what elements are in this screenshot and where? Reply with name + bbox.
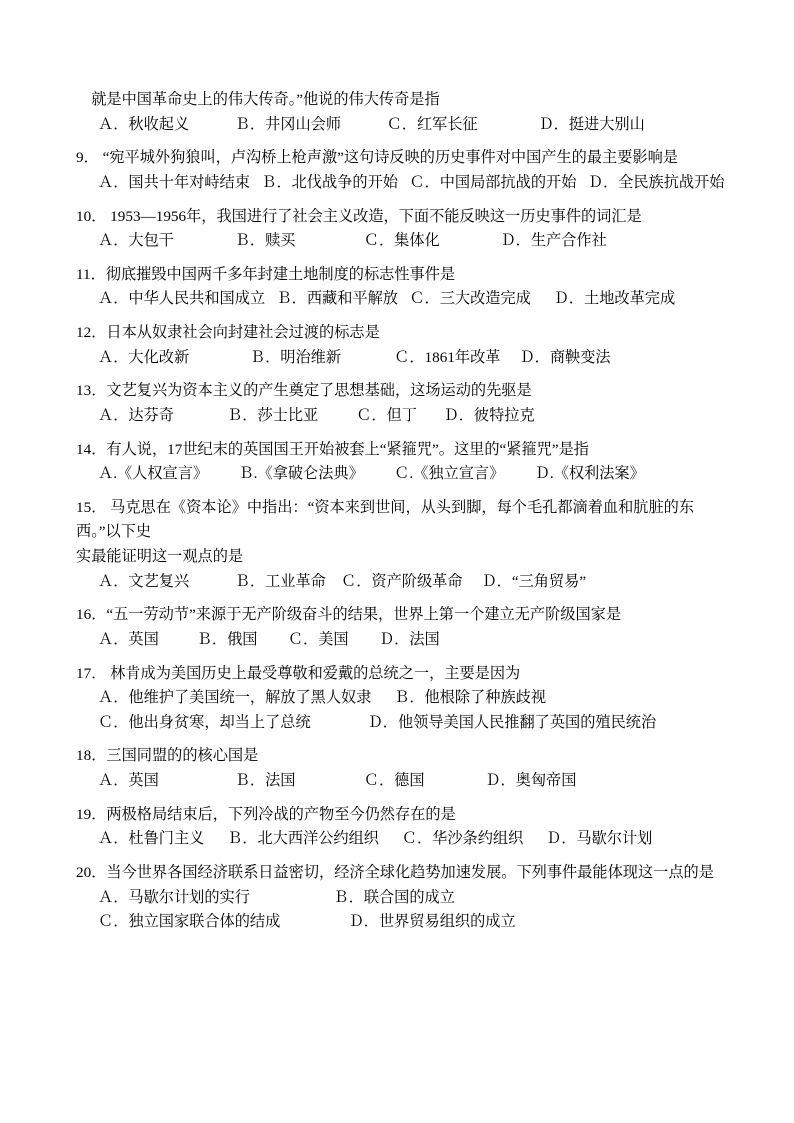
- question-13: [76, 379, 722, 428]
- question-14-stem: 14．有人说，17世纪末的英国国王开始被套上“紧箍咒”。这里的“紧箍咒”是指: [76, 440, 589, 458]
- question-20-options-row1: Ａ．马歇尔计划的实行 Ｂ．联合国的成立: [98, 888, 455, 906]
- question-19-options: Ａ．杜鲁门主义 Ｂ．北大西洋公约组织 Ｃ．华沙条约组织 Ｄ．马歇尔计划: [98, 830, 653, 848]
- question-9-options: Ａ．国共十年对峙结束 Ｂ．北伐战争的开始 Ｃ．中国局部抗战的开始 Ｄ．全民族抗战开始: [98, 173, 725, 191]
- question-20: [76, 861, 722, 935]
- question-11: [76, 263, 722, 312]
- question-12-stem: 12．日本从奴隶社会向封建社会过渡的标志是: [76, 324, 380, 341]
- question-12-options: Ａ．大化改新 Ｂ．明治维新 Ｃ．1861年改革 Ｄ．商鞅变法: [98, 348, 611, 366]
- question-13-options: Ａ．达芬奇 Ｂ．莎士比亚 Ｃ．但丁 Ｄ．彼特拉克: [98, 406, 535, 424]
- question-15-stem-line2: 实最能证明这一观点的是: [76, 548, 244, 565]
- question-14-options: Ａ.《人权宣言》 Ｂ.《拿破仑法典》 Ｃ.《独立宣言》 Ｄ.《权利法案》: [98, 465, 645, 483]
- question-20-options-row2: Ｃ．独立国家联合体的结成 Ｄ．世界贸易组织的成立: [98, 913, 516, 931]
- question-9: [76, 146, 725, 195]
- question-13-stem: 13．文艺复兴为资本主义的产生奠定了思想基础，这场运动的先驱是: [76, 382, 532, 400]
- question-20-stem: 20．当今世界各国经济联系日益密切，经济全球化趋势加速发展。下列事件最能体现这一点的是: [76, 863, 714, 881]
- question-10-options: Ａ．大包干 Ｂ．赎买 Ｃ．集体化 Ｄ．生产合作社: [98, 232, 607, 250]
- question-17: [76, 662, 722, 736]
- question-15-stem: 15． 马克思在《资本论》中指出：“资本来到世间，从头到脚，每个毛孔都滴着血和肮脏的东西。”以下史: [76, 498, 695, 541]
- question-19-stem: 19．两极格局结束后，下列冷战的产物至今仍然存在的是: [76, 805, 456, 823]
- question-17-options-row2: Ｃ．他出身贫寒，却当上了总统 Ｄ．他领导美国人民推翻了英国的殖民统治: [98, 713, 657, 731]
- question-16-options: Ａ．英国 Ｂ．俄国 Ｃ．美国 Ｄ．法国: [98, 630, 440, 648]
- question-18: [76, 744, 722, 793]
- question-10: [76, 205, 722, 254]
- question-11-options: Ａ．中华人民共和国成立 Ｂ．西藏和平解放 Ｃ．三大改造完成 Ｄ．土地改革完成: [98, 290, 676, 308]
- question-10-stem: 10． 1953—1956年，我国进行了社会主义改造，下面不能反映这一历史事件的词汇是: [76, 207, 642, 225]
- continuation-block: [76, 88, 722, 137]
- question-18-options: Ａ．英国 Ｂ．法国 Ｃ．德国 Ｄ．奥匈帝国: [98, 772, 577, 789]
- question-14: [76, 438, 722, 487]
- question-18-stem: 18．三国同盟的的核心国是: [76, 747, 259, 765]
- question-17-stem: 17． 林肯成为美国历史上最受尊敬和爱戴的总统之一，主要是因为: [76, 664, 521, 682]
- question-12: [76, 321, 722, 370]
- question-11-stem: 11．彻底摧毁中国两千多年封建土地制度的标志性事件是: [76, 265, 456, 283]
- continuation-stem: 就是中国革命史上的伟大传奇。”他说的伟大传奇是指: [76, 91, 440, 108]
- question-17-options-row1: Ａ．他维护了美国统一，解放了黑人奴隶 Ｂ．他根除了种族歧视: [98, 689, 547, 707]
- question-15: [76, 496, 722, 595]
- question-16: [76, 603, 722, 652]
- question-15-options: Ａ．文艺复兴 Ｂ．工业革命 Ｃ．资产阶级革命 Ｄ．“三角贸易”: [98, 572, 587, 590]
- question-19: [76, 803, 722, 852]
- question-16-stem: 16．“五一劳动节”来源于无产阶级奋斗的结果，世界上第一个建立无产阶级国家是: [76, 606, 622, 624]
- continuation-options: Ａ．秋收起义 Ｂ．井冈山会师 Ｃ．红军长征 Ｄ．挺进大别山: [98, 115, 645, 133]
- question-9-stem: 9． “宛平城外狗狼叫，卢沟桥上枪声激”这句诗反映的历史事件对中国产生的最主要影响是: [76, 149, 678, 167]
